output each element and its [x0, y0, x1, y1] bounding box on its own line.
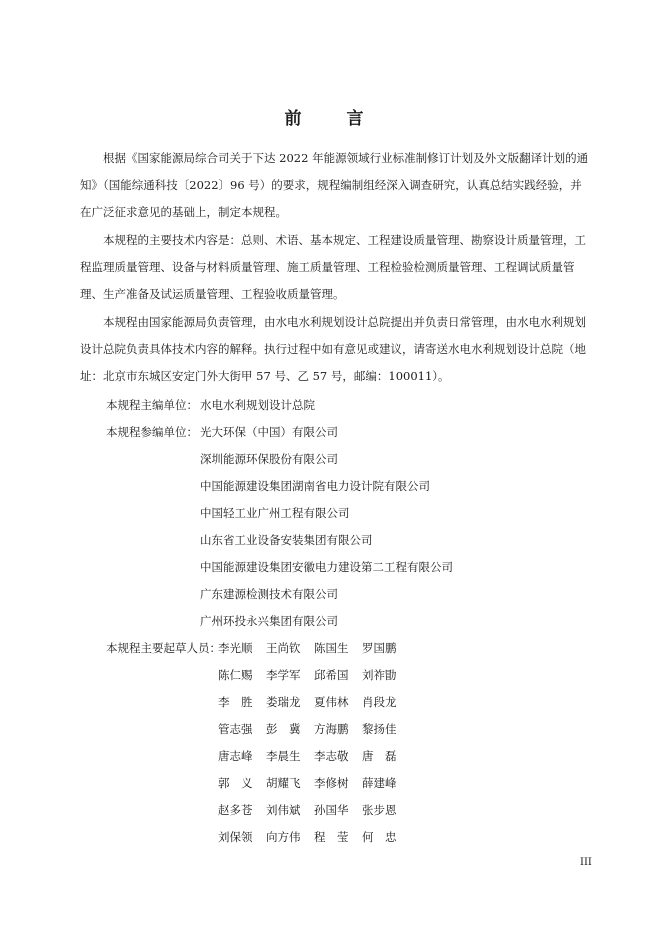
drafter-name: 管志强	[218, 722, 253, 736]
drafters-row	[218, 694, 410, 710]
drafter-name: 邱希国	[314, 668, 349, 682]
drafter-name: 李 胜	[218, 695, 253, 709]
participant-unit: 光大环保（中国）有限公司	[200, 425, 338, 439]
drafters-row	[218, 721, 410, 737]
drafter-name: 夏伟林	[314, 695, 349, 709]
chief-editor-label: 本规程主编单位：	[106, 398, 198, 412]
drafter-name: 李晨生	[266, 749, 301, 763]
drafter-name: 方海鹏	[314, 722, 349, 736]
page-number: III	[580, 857, 592, 868]
drafter-name: 李修树	[314, 776, 349, 790]
drafter-name: 刘保领	[218, 830, 253, 844]
drafter-name: 刘伟斌	[266, 803, 301, 817]
paragraph-basis: 根据《国家能源局综合司关于下达 2022 年能源领域行业标准制修订计划及外文版翻译计划的通知》（国能综通科技〔2022〕96 号）的要求，规程编制组经深入调查研究，认真总结实践经验，并在广泛征求意见的基础上，制定本规程。	[80, 151, 589, 219]
drafter-name: 唐 磊	[362, 749, 397, 763]
participant-unit: 中国能源建设集团湖南省电力设计院有限公司	[200, 479, 430, 493]
drafter-name: 郭 义	[218, 776, 253, 790]
drafter-name: 刘祚勖	[362, 668, 397, 682]
drafter-name: 李志敬	[314, 749, 349, 763]
drafters-row	[218, 802, 410, 818]
drafter-name: 孙国华	[314, 803, 349, 817]
drafter-name: 胡耀飞	[266, 776, 301, 790]
drafter-name: 黎扬佳	[362, 722, 397, 736]
drafter-name: 罗国鹏	[362, 641, 397, 655]
drafter-name: 李光顺	[218, 641, 253, 655]
drafter-name: 程 莹	[314, 830, 349, 844]
drafters-row	[218, 748, 410, 764]
participant-unit: 广东建源检测技术有限公司	[200, 587, 338, 601]
drafter-name: 陈仁赐	[218, 668, 253, 682]
paragraph-management: 本规程由国家能源局负责管理，由水电水利规划设计总院提出并负责日常管理，由水电水利规划设计总院负责具体技术内容的解释。执行过程中如有意见或建议，请寄送水电水利规划设计总院（地址：北京市东城区安定门外大街甲 57 号、乙 57 号，邮编：100011）。	[80, 315, 586, 383]
paragraph-content: 本规程的主要技术内容是：总则、术语、基本规定、工程建设质量管理、勘察设计质量管理，工程监理质量管理、设备与材料质量管理、施工质量管理、工程检验检测质量管理、工程调试质量管理、生产准备及试运质量管理、工程验收质量管理。	[80, 233, 586, 301]
drafter-name: 娄瑞龙	[266, 695, 301, 709]
drafter-name: 李学军	[266, 668, 301, 682]
chief-editor-value: 水电水利规划设计总院	[200, 398, 315, 412]
participants-label: 本规程参编单位：	[106, 425, 198, 439]
participant-unit: 深圳能源环保股份有限公司	[200, 452, 338, 466]
drafters-row	[218, 775, 410, 791]
drafter-name: 何 忠	[362, 830, 397, 844]
drafter-name: 张步恩	[362, 803, 397, 817]
drafter-name: 肖段龙	[362, 695, 397, 709]
page-title: 前 言	[284, 109, 378, 129]
drafter-name: 王尚钦	[266, 641, 301, 655]
drafters-label: 本规程主要起草人员：	[106, 641, 221, 655]
drafter-name: 陈国生	[314, 641, 349, 655]
participant-unit: 中国轻工业广州工程有限公司	[200, 506, 350, 520]
drafter-name: 彭 冀	[266, 722, 301, 736]
drafter-name: 赵多苍	[218, 803, 253, 817]
drafters-row	[218, 640, 410, 656]
participant-unit: 中国能源建设集团安徽电力建设第二工程有限公司	[200, 560, 453, 574]
participant-unit: 山东省工业设备安装集团有限公司	[200, 533, 373, 547]
participant-unit: 广州环投永兴集团有限公司	[200, 614, 338, 628]
drafters-row	[218, 829, 410, 845]
drafter-name: 薛建峰	[362, 776, 397, 790]
drafter-name: 向方伟	[266, 830, 301, 844]
drafters-row	[218, 667, 410, 683]
drafter-name: 唐志峰	[218, 749, 253, 763]
